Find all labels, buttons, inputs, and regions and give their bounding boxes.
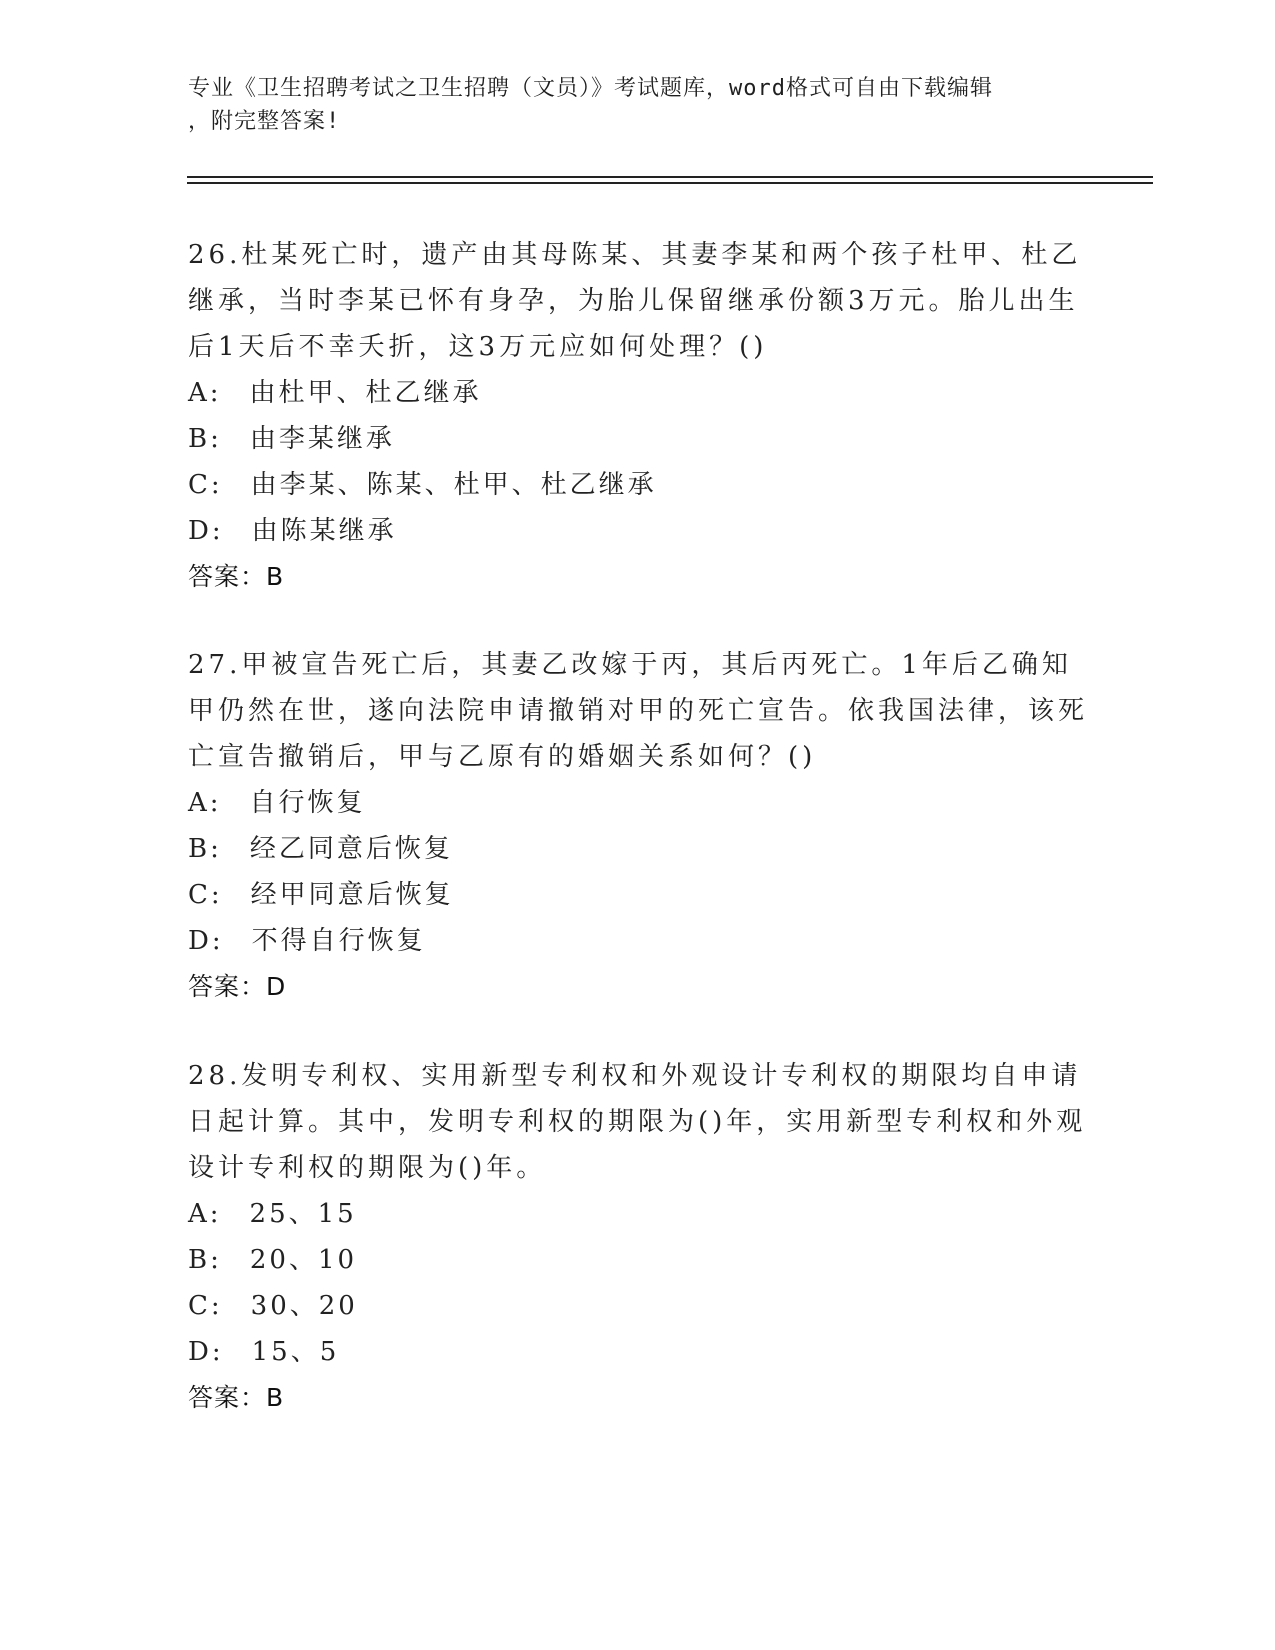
option-letter: D: <box>188 1337 224 1367</box>
option-text: 不得自行恢复 <box>251 926 426 956</box>
answer-line: 答案：B <box>188 1383 285 1412</box>
option-text: 经乙同意后恢复 <box>249 834 453 864</box>
option-text: 由陈某继承 <box>251 516 397 546</box>
option-a <box>188 780 1088 826</box>
option-text: 由李某、陈某、杜甲、杜乙继承 <box>250 470 657 500</box>
option-text: 30、20 <box>250 1291 358 1321</box>
option-letter: B: <box>188 834 222 864</box>
question-stem: 26.杜某死亡时，遗产由其母陈某、其妻李某和两个孩子杜甲、杜乙继承，当时李某已怀有身孕，为胎儿保留继承份额3万元。胎儿出生后1天后不幸夭折，这3万元应如何处理？() <box>188 240 1082 362</box>
option-letter: C: <box>188 470 223 500</box>
option-a <box>188 370 1088 416</box>
option-b <box>188 826 1088 872</box>
option-c <box>188 1283 1088 1329</box>
option-text: 由杜甲、杜乙继承 <box>249 378 482 408</box>
header-divider-top <box>187 176 1153 178</box>
option-c <box>188 872 1088 918</box>
option-letter: A: <box>188 788 222 818</box>
document-header <box>188 72 1088 138</box>
option-letter: D: <box>188 516 224 546</box>
option-letter: B: <box>188 424 222 454</box>
option-text: 由李某继承 <box>249 424 395 454</box>
header-line-2: ，附完整答案! <box>188 109 341 134</box>
question-26 <box>188 232 1088 600</box>
header-divider-bottom <box>187 182 1153 184</box>
question-stem: 28.发明专利权、实用新型专利权和外观设计专利权的期限均自申请日起计算。其中，发明专利权的期限为()年，实用新型专利权和外观设计专利权的期限为()年。 <box>188 1061 1087 1183</box>
option-b <box>188 416 1088 462</box>
option-b <box>188 1237 1088 1283</box>
option-letter: B: <box>188 1245 222 1275</box>
option-d <box>188 1329 1088 1375</box>
question-stem: 27.甲被宣告死亡后，其妻乙改嫁于丙，其后丙死亡。1年后乙确知甲仍然在世，遂向法院申请撤销对甲的死亡宣告。依我国法律，该死亡宣告撤销后，甲与乙原有的婚姻关系如何？() <box>188 650 1089 772</box>
header-line-1: 专业《卫生招聘考试之卫生招聘（文员）》考试题库，word格式可自由下载编辑 <box>188 76 993 101</box>
option-text: 20、10 <box>249 1245 358 1275</box>
option-letter: C: <box>188 880 223 910</box>
question-27 <box>188 642 1088 1010</box>
option-text: 25、15 <box>249 1199 357 1229</box>
option-c <box>188 462 1088 508</box>
option-letter: A: <box>188 378 222 408</box>
answer-line: 答案：D <box>188 972 287 1001</box>
option-text: 经甲同意后恢复 <box>250 880 454 910</box>
option-letter: A: <box>188 1199 222 1229</box>
option-d <box>188 918 1088 964</box>
option-letter: D: <box>188 926 224 956</box>
option-text: 15、5 <box>251 1337 340 1367</box>
option-a <box>188 1191 1088 1237</box>
option-text: 自行恢复 <box>249 788 366 818</box>
answer-line: 答案：B <box>188 562 285 591</box>
option-d <box>188 508 1088 554</box>
option-letter: C: <box>188 1291 223 1321</box>
question-28 <box>188 1053 1088 1421</box>
